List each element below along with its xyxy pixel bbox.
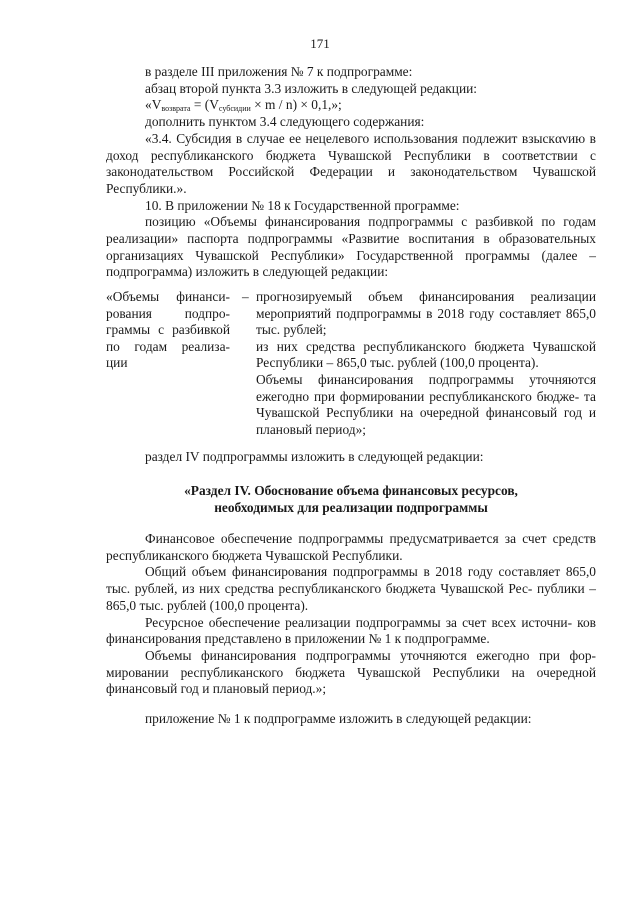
- paragraph: «3.4. Субсидия в случае ее нецелевого использования подлежит взыскανию в доход республиканского бюджета Чувашской Республики в соответствии с законодательством Российской Федерации и законодательством Чувашской Республики.».: [106, 130, 596, 196]
- paragraph: Объемы финансирования подпрограммы уточняются ежегодно при фор- мировании республиканского бюджета Чувашской Республики на очередной финансовый год и плановый период.»;: [106, 647, 596, 697]
- section-heading: «Раздел IV. Обоснование объема финансовых ресурсов, необходимых для реализации подпрограммы: [184, 483, 518, 515]
- table-right-line: Объемы финансирования подпрограммы уточняются ежегодно при формировании республиканского бюдже- та Чувашской Республики на очередной финансовый год и плановый период»;: [256, 371, 596, 437]
- paragraph: абзац второй пункта 3.3 изложить в следующей редакции:: [145, 80, 478, 96]
- closing-line: приложение № 1 к подпрограмме изложить в следующей редакции:: [145, 711, 532, 726]
- formula: «$V_{возврата} = (V_{субсидии} \times m / n) \times 0,1$,»;: [145, 97, 342, 114]
- paragraph: позицию «Объемы финансирования подпрограммы с разбивкой по годам реализации» паспорта подпрограммы «Развитие воспитания в образовательных организациях Чувашской Республики» Государственной программы (далее – подпрограмма) изложить в следующей редакции:: [106, 214, 596, 280]
- table-right-line: прогнозируемый объем финансирования реализации мероприятий подпрограммы в 2018 году составляет 865,0 тыс. рублей;: [256, 289, 596, 338]
- table-right-line: из них средства республиканского бюджета Чувашской Республики – 865,0 тыс. рублей (100,0 процента).: [256, 338, 596, 371]
- paragraph: Ресурсное обеспечение реализации подпрограммы за счет всех источни- ков финансирования представлено в приложении № 1 к подпрограмме.: [106, 614, 596, 647]
- section-body: [106, 531, 596, 698]
- paragraph: в разделе III приложения № 7 к подпрограмме:: [145, 64, 413, 79]
- table-right-cell: [256, 289, 596, 438]
- table-dash: –: [242, 289, 249, 304]
- section-intro: раздел IV подпрограммы изложить в следующей редакции:: [145, 449, 484, 464]
- paragraph: дополнить пунктом 3.4 следующего содержания:: [145, 114, 425, 130]
- amendment-block-1: [106, 64, 596, 281]
- paragraph: 10. В приложении № 18 к Государственной программе:: [145, 197, 460, 213]
- paragraph: Финансовое обеспечение подпрограммы предусматривается за счет средств республиканского бюджета Чувашской Республики.: [106, 531, 596, 563]
- table-left-cell: «Объемы финанси- рования подпро- граммы с разбивкой по годам реализа- ции: [106, 289, 230, 371]
- paragraph: Общий объем финансирования подпрограммы в 2018 году составляет 865,0 тыс. рублей, из них средства республиканского бюджета Чувашской Рес- публики – 865,0 тыс. рублей (100,0 процента).: [106, 564, 596, 613]
- page-number: 171: [310, 36, 330, 51]
